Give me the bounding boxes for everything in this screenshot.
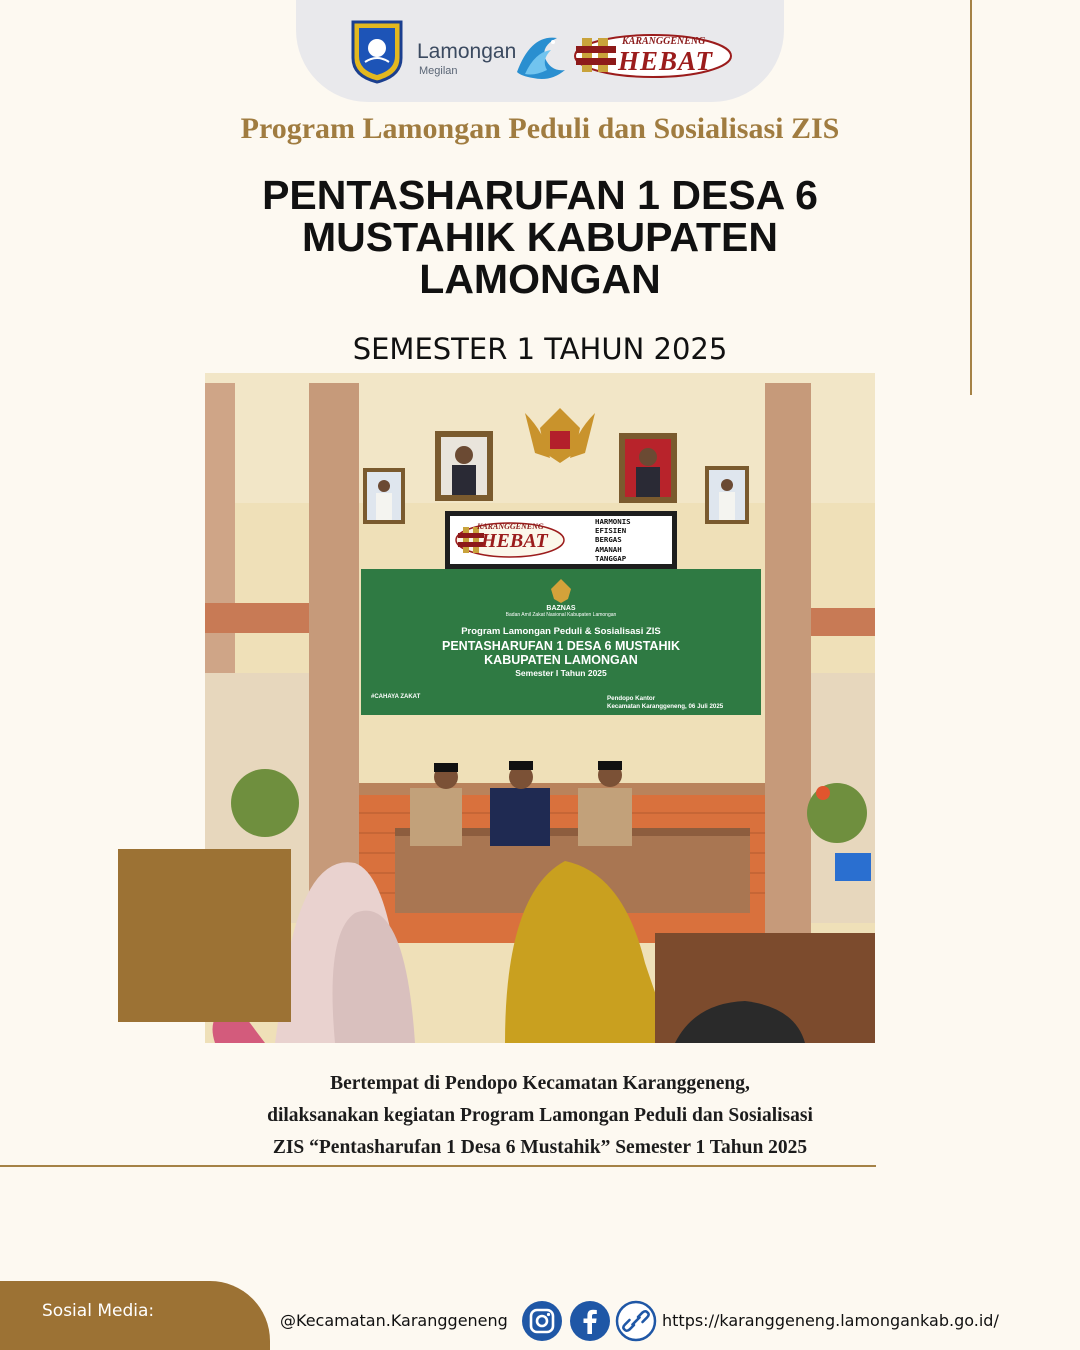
banner-place-date: Kecamatan Karanggeneng, 06 Juli 2025	[607, 703, 724, 710]
lamongan-regency-emblem	[347, 18, 407, 84]
banner-hashtag: #CAHAYA ZAKAT	[371, 694, 421, 700]
banner-org: BAZNAS	[546, 605, 576, 612]
decorative-horizontal-line	[0, 1165, 876, 1167]
social-handle[interactable]: @Kecamatan.Karanggeneng	[280, 1311, 508, 1330]
acronym-line: TANGGAP	[595, 553, 627, 563]
wave-fish-icon	[511, 28, 567, 82]
caption-line: ZIS “Pentasharufan 1 Desa 6 Mustahik” Semester 1 Tahun 2025	[272, 1137, 808, 1158]
hebat-sign-small-text: KARANGGENENG	[477, 522, 544, 531]
program-subtitle: Program Lamongan Peduli dan Sosialisasi ZIS	[240, 112, 840, 145]
green-banner-text	[361, 605, 761, 678]
hebat-acronym-list	[595, 517, 631, 563]
headline-line: LAMONGAN	[419, 256, 661, 302]
instagram-icon[interactable]	[521, 1300, 563, 1342]
event-photo	[205, 373, 875, 1043]
banner-line-3: KABUPATEN LAMONGAN	[484, 653, 638, 667]
headline-line: MUSTAHIK KABUPATEN	[301, 214, 779, 260]
banner-line-2: PENTASHARUFAN 1 DESA 6 MUSTAHIK	[442, 639, 680, 653]
hebat-sign-big-text: HEBAT	[481, 530, 548, 552]
decorative-accent-square	[118, 849, 291, 1022]
acronym-line: BERGAS	[595, 535, 622, 545]
banner-org-sub: Badan Amil Zakat Nasional Kabupaten Lamongan	[505, 612, 617, 618]
website-link[interactable]: https://karanggeneng.lamongankab.go.id/	[662, 1311, 999, 1330]
semester-label: SEMESTER 1 TAHUN 2025	[352, 332, 728, 366]
hebat-logo-big-text: HEBAT	[618, 46, 714, 76]
hebat-logo-small-text: KARANGGENENG	[622, 36, 706, 47]
event-caption	[150, 1068, 930, 1164]
caption-line: dilaksanakan kegiatan Program Lamongan Peduli dan Sosialisasi	[267, 1105, 813, 1126]
acronym-line: EFISIEN	[595, 526, 627, 536]
lamongan-logo-tagline: Megilan	[419, 65, 458, 77]
acronym-line: AMANAH	[595, 544, 622, 554]
banner-place-line: Pendopo Kantor	[607, 695, 656, 702]
lamongan-logo-word: Lamongan	[417, 40, 517, 63]
caption-line: Bertempat di Pendopo Kecamatan Karanggeneng,	[330, 1073, 750, 1094]
social-media-label: Sosial Media:	[42, 1301, 155, 1321]
banner-line-1: Program Lamongan Peduli & Sosialisasi ZIS	[461, 626, 661, 637]
acronym-line: HARMONIS	[595, 517, 631, 526]
banner-place	[607, 695, 723, 711]
lamongan-megilan-logo	[417, 28, 567, 82]
page-headline	[180, 174, 900, 300]
social-media-tab	[0, 1281, 270, 1350]
link-icon[interactable]	[615, 1300, 657, 1342]
banner-line-4: Semester I Tahun 2025	[515, 668, 607, 678]
karanggeneng-hebat-logo	[574, 30, 732, 78]
headline-line: PENTASHARUFAN 1 DESA 6	[262, 172, 818, 218]
facebook-icon[interactable]	[569, 1300, 611, 1342]
